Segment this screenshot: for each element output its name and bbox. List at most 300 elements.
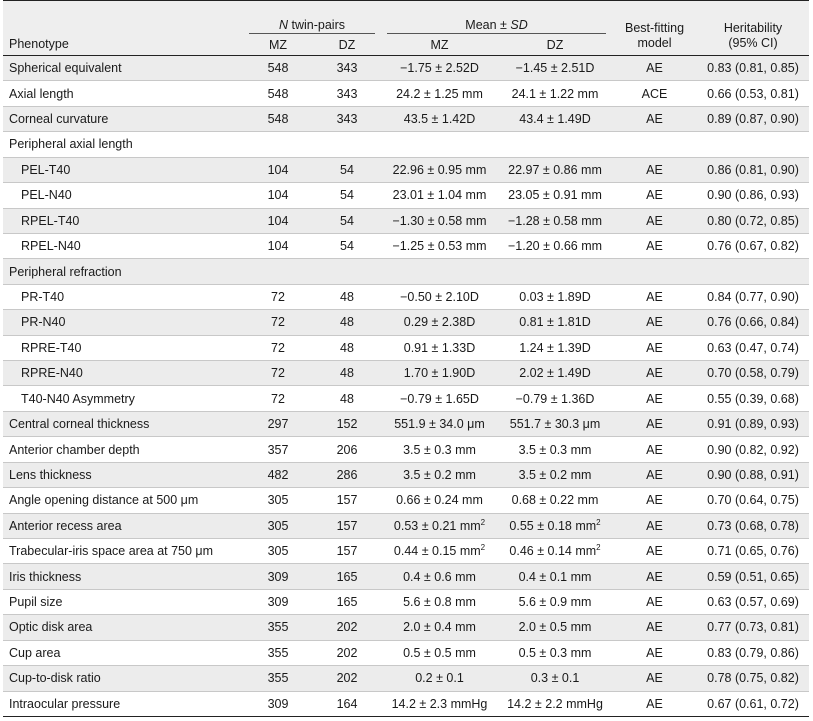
cell-mean-mz — [381, 233, 498, 258]
cell-phenotype — [3, 437, 243, 462]
cell-phenotype-text: Axial length — [9, 86, 74, 101]
cell-n-mz-text: 297 — [267, 417, 289, 432]
cell-n-mz — [243, 56, 313, 81]
cell-model-text: AE — [646, 366, 663, 381]
cell-model — [612, 615, 697, 640]
cell-mean-dz — [498, 691, 612, 716]
cell-mean-dz — [498, 208, 612, 233]
cell-heritability-text: 0.70 (0.58, 0.79) — [707, 366, 799, 381]
table-row — [3, 437, 809, 462]
cell-model-text: AE — [646, 213, 663, 228]
table-row — [3, 233, 809, 258]
cell-phenotype — [3, 106, 243, 131]
cell-n-dz-text: 343 — [336, 86, 358, 101]
cell-mean-mz — [381, 56, 498, 81]
cell-mean-dz — [498, 259, 612, 284]
cell-mean-dz — [498, 564, 612, 589]
cell-n-dz — [313, 564, 381, 589]
cell-n-dz-text: 157 — [336, 544, 358, 559]
cell-mean-mz — [381, 157, 498, 182]
cell-n-mz-text: 72 — [271, 340, 285, 355]
cell-n-mz — [243, 564, 313, 589]
cell-n-mz — [243, 132, 313, 157]
cell-n-mz — [243, 106, 313, 131]
cell-mean-dz — [498, 462, 612, 487]
cell-n-mz-text: 548 — [267, 86, 289, 101]
cell-n-mz-text: 355 — [267, 620, 289, 635]
cell-mean-dz-text: 551.7 ± 30.3 μm — [509, 417, 601, 432]
cell-n-mz-text: 482 — [267, 467, 289, 482]
cell-n-dz — [313, 157, 381, 182]
cell-model-text: AE — [646, 493, 663, 508]
cell-model — [612, 361, 697, 386]
cell-heritability — [697, 259, 809, 284]
cell-n-mz-text: 309 — [267, 595, 289, 610]
cell-n-dz — [313, 488, 381, 513]
cell-mean-dz — [498, 411, 612, 436]
cell-mean-mz-text: −0.79 ± 1.65D — [400, 391, 479, 406]
cell-n-mz — [243, 615, 313, 640]
cell-mean-dz-text: −1.28 ± 0.58 mm — [507, 213, 603, 228]
cell-mean-mz-text: 43.5 ± 1.42D — [403, 112, 476, 127]
cell-n-mz — [243, 310, 313, 335]
cell-n-dz — [313, 183, 381, 208]
cell-n-dz-text: 48 — [340, 290, 354, 304]
cell-n-mz — [243, 183, 313, 208]
cell-heritability — [697, 81, 809, 106]
table-row — [3, 106, 809, 131]
cell-heritability-text: 0.91 (0.89, 0.93) — [707, 417, 799, 432]
cell-model-text: AE — [646, 544, 663, 559]
cell-heritability-text: 0.83 (0.79, 0.86) — [707, 645, 799, 660]
cell-model — [612, 132, 697, 157]
cell-n-dz — [313, 462, 381, 487]
cell-mean-dz — [498, 488, 612, 513]
cell-phenotype — [3, 284, 243, 309]
cell-n-dz — [313, 411, 381, 436]
cell-model-text: AE — [646, 315, 663, 330]
cell-n-mz-text: 104 — [267, 188, 289, 203]
cell-n-dz — [313, 386, 381, 411]
cell-heritability — [697, 437, 809, 462]
cell-phenotype-text: Lens thickness — [9, 467, 92, 482]
cell-mean-mz-text: 22.96 ± 0.95 mm — [392, 162, 487, 177]
cell-n-dz-text: 54 — [340, 239, 354, 254]
cell-mean-dz — [498, 233, 612, 258]
cell-n-dz — [313, 666, 381, 691]
cell-model — [612, 411, 697, 436]
cell-heritability — [697, 666, 809, 691]
table-row — [3, 81, 809, 106]
cell-heritability-text: 0.67 (0.61, 0.72) — [707, 696, 799, 711]
table-row — [3, 56, 809, 81]
cell-heritability — [697, 539, 809, 564]
cell-n-mz-text: 104 — [267, 162, 289, 177]
cell-mean-mz — [381, 564, 498, 589]
cell-mean-mz — [381, 259, 498, 284]
cell-mean-dz — [498, 310, 612, 335]
cell-mean-dz — [498, 666, 612, 691]
cell-phenotype — [3, 183, 243, 208]
cell-mean-dz — [498, 157, 612, 182]
cell-heritability-text: 0.55 (0.39, 0.68) — [707, 391, 799, 406]
cell-mean-dz-superscript: 2 — [596, 543, 601, 553]
cell-model — [612, 386, 697, 411]
cell-n-dz — [313, 259, 381, 284]
cell-n-mz-text: 548 — [267, 112, 289, 127]
cell-phenotype-text: Spherical equivalent — [9, 61, 122, 76]
cell-mean-dz-text: 0.03 ± 1.89D — [519, 290, 591, 304]
cell-mean-mz-superscript: 2 — [480, 517, 486, 527]
cell-phenotype — [3, 386, 243, 411]
cell-mean-mz — [381, 335, 498, 360]
cell-mean-mz-text: −0.50 ± 2.10D — [400, 290, 479, 304]
cell-n-mz — [243, 691, 313, 716]
cell-mean-dz — [498, 284, 612, 309]
cell-mean-mz — [381, 437, 498, 462]
cell-heritability — [697, 564, 809, 589]
cell-model-text: ACE — [641, 86, 668, 101]
cell-n-mz — [243, 488, 313, 513]
cell-model — [612, 437, 697, 462]
cell-n-mz — [243, 640, 313, 665]
cell-mean-dz — [498, 106, 612, 131]
cell-model — [612, 462, 697, 487]
cell-heritability — [697, 691, 809, 716]
cell-phenotype — [3, 56, 243, 81]
cell-phenotype-text: RPEL-T40 — [21, 213, 80, 228]
cell-mean-dz — [498, 183, 612, 208]
cell-heritability — [697, 411, 809, 436]
cell-mean-mz — [381, 310, 498, 335]
cell-mean-mz — [381, 539, 498, 564]
cell-model-text: AE — [646, 239, 663, 254]
cell-n-mz-text: 72 — [271, 290, 285, 304]
cell-heritability-text: 0.63 (0.57, 0.69) — [707, 595, 799, 610]
cell-n-dz — [313, 56, 381, 81]
cell-n-mz — [243, 361, 313, 386]
header-n-mz: MZ — [243, 34, 313, 56]
cell-heritability — [697, 183, 809, 208]
cell-heritability-text: 0.90 (0.86, 0.93) — [707, 188, 799, 203]
cell-n-mz-text: 72 — [271, 366, 285, 381]
cell-mean-dz-text: 0.5 ± 0.3 mm — [518, 645, 592, 660]
cell-mean-mz — [381, 615, 498, 640]
cell-phenotype-text: PEL-T40 — [21, 162, 71, 177]
table-row — [3, 640, 809, 665]
cell-n-dz — [313, 208, 381, 233]
cell-model-text: AE — [646, 391, 663, 406]
cell-mean-dz-text: 0.3 ± 0.1 — [530, 671, 580, 686]
cell-phenotype-text: Pupil size — [9, 595, 63, 610]
cell-n-dz — [313, 106, 381, 131]
cell-phenotype — [3, 640, 243, 665]
cell-phenotype — [3, 666, 243, 691]
cell-phenotype — [3, 361, 243, 386]
cell-mean-mz — [381, 361, 498, 386]
cell-mean-dz-text: 14.2 ± 2.2 mmHg — [507, 696, 603, 711]
table-row — [3, 488, 809, 513]
cell-heritability — [697, 56, 809, 81]
cell-mean-dz-text: 43.4 ± 1.49D — [519, 112, 591, 127]
cell-phenotype-text: PEL-N40 — [21, 188, 72, 203]
cell-model-text: AE — [646, 518, 663, 533]
cell-mean-dz — [498, 615, 612, 640]
cell-n-dz-text: 202 — [336, 671, 358, 686]
cell-heritability-text: 0.73 (0.68, 0.78) — [707, 518, 799, 533]
table-row — [3, 589, 809, 614]
cell-heritability — [697, 589, 809, 614]
cell-model — [612, 335, 697, 360]
header-best-fit-line1: Best-fitting — [624, 21, 685, 35]
cell-phenotype-text: Iris thickness — [9, 569, 82, 584]
cell-model — [612, 691, 697, 716]
cell-n-dz — [313, 589, 381, 614]
cell-n-mz — [243, 233, 313, 258]
cell-heritability — [697, 233, 809, 258]
cell-heritability-text: 0.71 (0.65, 0.76) — [707, 544, 799, 559]
cell-phenotype-text: PR-N40 — [21, 315, 66, 330]
cell-model-text: AE — [646, 671, 663, 686]
header-mean-mz: MZ — [381, 34, 498, 56]
cell-heritability-text: 0.76 (0.66, 0.84) — [707, 315, 799, 330]
cell-mean-dz — [498, 640, 612, 665]
cell-n-mz — [243, 437, 313, 462]
cell-n-dz-text: 157 — [336, 493, 358, 508]
cell-mean-mz — [381, 386, 498, 411]
table-row — [3, 564, 809, 589]
table-row — [3, 361, 809, 386]
header-sd-italic: SD — [510, 18, 528, 32]
cell-mean-mz-text: 0.53 ± 0.21 mm — [393, 518, 481, 533]
cell-mean-mz — [381, 208, 498, 233]
cell-heritability-text: 0.76 (0.67, 0.82) — [707, 239, 799, 254]
cell-model — [612, 106, 697, 131]
cell-mean-mz-text: 3.5 ± 0.2 mm — [403, 467, 476, 482]
cell-model — [612, 208, 697, 233]
cell-mean-mz-text: 2.0 ± 0.4 mm — [403, 620, 476, 635]
cell-model — [612, 310, 697, 335]
header-herit-line2: (95% CI) — [728, 36, 778, 50]
table-row — [3, 691, 809, 716]
cell-model — [612, 259, 697, 284]
cell-mean-mz — [381, 513, 498, 538]
header-mean-sd — [381, 1, 612, 35]
cell-n-dz-text: 48 — [340, 366, 354, 381]
cell-mean-mz-text: 0.29 ± 2.38D — [403, 315, 476, 330]
cell-model — [612, 56, 697, 81]
cell-mean-dz-text: 0.55 ± 0.18 mm — [509, 518, 597, 533]
cell-model — [612, 539, 697, 564]
cell-model-text: AE — [646, 290, 663, 304]
cell-model — [612, 513, 697, 538]
cell-mean-mz — [381, 284, 498, 309]
cell-phenotype — [3, 157, 243, 182]
cell-mean-dz — [498, 335, 612, 360]
cell-mean-dz-text: 0.4 ± 0.1 mm — [518, 569, 592, 584]
cell-n-dz-text: 54 — [340, 213, 354, 228]
cell-mean-dz-text: 22.97 ± 0.86 mm — [508, 162, 602, 177]
cell-mean-mz-text: 0.5 ± 0.5 mm — [403, 645, 476, 660]
cell-n-dz-text: 48 — [340, 391, 354, 406]
cell-model-text: AE — [646, 620, 663, 635]
cell-n-mz — [243, 259, 313, 284]
cell-mean-mz — [381, 411, 498, 436]
cell-heritability-text: 0.83 (0.81, 0.85) — [707, 61, 799, 76]
heritability-table — [3, 0, 809, 717]
cell-model — [612, 157, 697, 182]
cell-n-mz — [243, 539, 313, 564]
cell-phenotype-text: Peripheral axial length — [9, 137, 133, 152]
table-row — [3, 259, 809, 284]
table-row — [3, 615, 809, 640]
cell-model-text: AE — [646, 645, 663, 660]
cell-mean-dz-text: 1.24 ± 1.39D — [519, 340, 591, 355]
cell-mean-dz-text: −1.20 ± 0.66 mm — [507, 239, 603, 254]
cell-mean-dz — [498, 81, 612, 106]
cell-n-mz — [243, 411, 313, 436]
cell-heritability-text: 0.59 (0.51, 0.65) — [707, 569, 799, 584]
cell-n-dz-text: 165 — [336, 569, 358, 584]
cell-n-dz — [313, 615, 381, 640]
cell-heritability — [697, 513, 809, 538]
cell-heritability-text: 0.78 (0.75, 0.82) — [707, 671, 799, 686]
cell-phenotype-text: RPRE-T40 — [21, 340, 82, 355]
cell-n-dz — [313, 284, 381, 309]
cell-phenotype — [3, 462, 243, 487]
cell-mean-dz — [498, 539, 612, 564]
cell-mean-dz — [498, 589, 612, 614]
cell-mean-dz — [498, 361, 612, 386]
header-n-twin-pairs — [243, 1, 381, 35]
cell-model — [612, 640, 697, 665]
cell-n-mz-text: 548 — [267, 61, 289, 76]
cell-mean-dz-text: 3.5 ± 0.2 mm — [518, 467, 592, 482]
table-body — [3, 56, 809, 717]
cell-n-mz — [243, 335, 313, 360]
cell-phenotype — [3, 691, 243, 716]
cell-heritability — [697, 361, 809, 386]
cell-mean-dz-text: 2.02 ± 1.49D — [519, 366, 591, 381]
cell-mean-dz-text: 0.68 ± 0.22 mm — [511, 493, 599, 508]
cell-n-dz — [313, 539, 381, 564]
cell-heritability — [697, 106, 809, 131]
cell-mean-mz-text: 3.5 ± 0.3 mm — [403, 442, 476, 457]
cell-mean-mz — [381, 106, 498, 131]
table-row — [3, 666, 809, 691]
cell-heritability — [697, 157, 809, 182]
cell-mean-mz-text: −1.30 ± 0.58 mm — [392, 213, 487, 228]
table-row — [3, 462, 809, 487]
cell-phenotype-text: Angle opening distance at 500 μm — [9, 493, 199, 508]
cell-mean-mz-text: 0.2 ± 0.1 — [415, 671, 464, 686]
cell-phenotype — [3, 208, 243, 233]
cell-mean-mz-text: 5.6 ± 0.8 mm — [403, 595, 476, 610]
cell-n-mz — [243, 513, 313, 538]
cell-n-dz-text: 202 — [336, 645, 358, 660]
cell-phenotype — [3, 513, 243, 538]
cell-phenotype-text: Anterior recess area — [9, 518, 122, 533]
cell-mean-mz — [381, 132, 498, 157]
table-row — [3, 157, 809, 182]
header-n-dz: DZ — [313, 34, 381, 56]
cell-n-mz-text: 72 — [271, 391, 285, 406]
cell-mean-mz-text: 1.70 ± 1.90D — [403, 366, 476, 381]
cell-n-mz — [243, 284, 313, 309]
cell-mean-mz — [381, 462, 498, 487]
cell-n-dz-text: 152 — [336, 417, 358, 432]
cell-heritability-text: 0.77 (0.73, 0.81) — [707, 620, 799, 635]
cell-mean-mz-text: 23.01 ± 1.04 mm — [392, 188, 487, 203]
cell-model-text: AE — [646, 595, 663, 610]
cell-heritability — [697, 386, 809, 411]
header-phenotype: Phenotype — [3, 1, 243, 56]
cell-heritability — [697, 132, 809, 157]
cell-model — [612, 284, 697, 309]
cell-phenotype-text: Cup area — [9, 645, 61, 660]
cell-heritability-text: 0.90 (0.88, 0.91) — [707, 467, 799, 482]
cell-model-text: AE — [646, 417, 663, 432]
cell-model — [612, 589, 697, 614]
cell-model-text: AE — [646, 112, 663, 127]
table-row — [3, 539, 809, 564]
cell-n-dz-text: 206 — [336, 442, 358, 457]
cell-model-text: AE — [646, 569, 663, 584]
cell-phenotype-text: Anterior chamber depth — [9, 442, 140, 457]
cell-phenotype — [3, 411, 243, 436]
cell-mean-mz-text: 24.2 ± 1.25 mm — [396, 86, 483, 101]
cell-phenotype-text: RPRE-N40 — [21, 366, 83, 381]
cell-model-text: AE — [646, 188, 663, 203]
header-mean-prefix: Mean ± — [465, 18, 511, 32]
cell-n-dz — [313, 335, 381, 360]
header-mean-dz: DZ — [498, 34, 612, 56]
cell-heritability-text: 0.63 (0.47, 0.74) — [707, 340, 799, 355]
cell-heritability-text: 0.89 (0.87, 0.90) — [707, 112, 799, 127]
cell-heritability — [697, 462, 809, 487]
cell-n-dz-text: 54 — [340, 162, 354, 177]
cell-phenotype-text: T40-N40 Asymmetry — [21, 391, 135, 406]
table-row — [3, 208, 809, 233]
cell-n-mz-text: 355 — [267, 671, 289, 686]
cell-phenotype — [3, 564, 243, 589]
cell-mean-mz-text: 0.66 ± 0.24 mm — [396, 493, 483, 508]
table-row — [3, 335, 809, 360]
cell-mean-dz — [498, 386, 612, 411]
cell-n-mz — [243, 462, 313, 487]
cell-mean-dz-text: 24.1 ± 1.22 mm — [511, 86, 599, 101]
cell-model — [612, 488, 697, 513]
cell-mean-mz-text: 0.44 ± 0.15 mm — [393, 544, 481, 559]
table-row — [3, 284, 809, 309]
cell-mean-mz — [381, 81, 498, 106]
cell-heritability — [697, 284, 809, 309]
cell-mean-mz — [381, 589, 498, 614]
cell-n-dz — [313, 233, 381, 258]
cell-n-mz-text: 72 — [271, 315, 285, 330]
cell-n-mz-text: 104 — [267, 213, 289, 228]
cell-model — [612, 183, 697, 208]
cell-mean-mz — [381, 691, 498, 716]
cell-n-dz — [313, 132, 381, 157]
cell-phenotype-text: Trabecular-iris space area at 750 μm — [9, 544, 214, 559]
cell-n-mz-text: 309 — [267, 696, 289, 711]
cell-mean-dz-text: 23.05 ± 0.91 mm — [508, 188, 602, 203]
header-herit-line1: Heritability — [723, 21, 783, 35]
cell-n-dz-text: 48 — [340, 340, 354, 355]
cell-model-text: AE — [646, 442, 663, 457]
cell-phenotype — [3, 132, 243, 157]
